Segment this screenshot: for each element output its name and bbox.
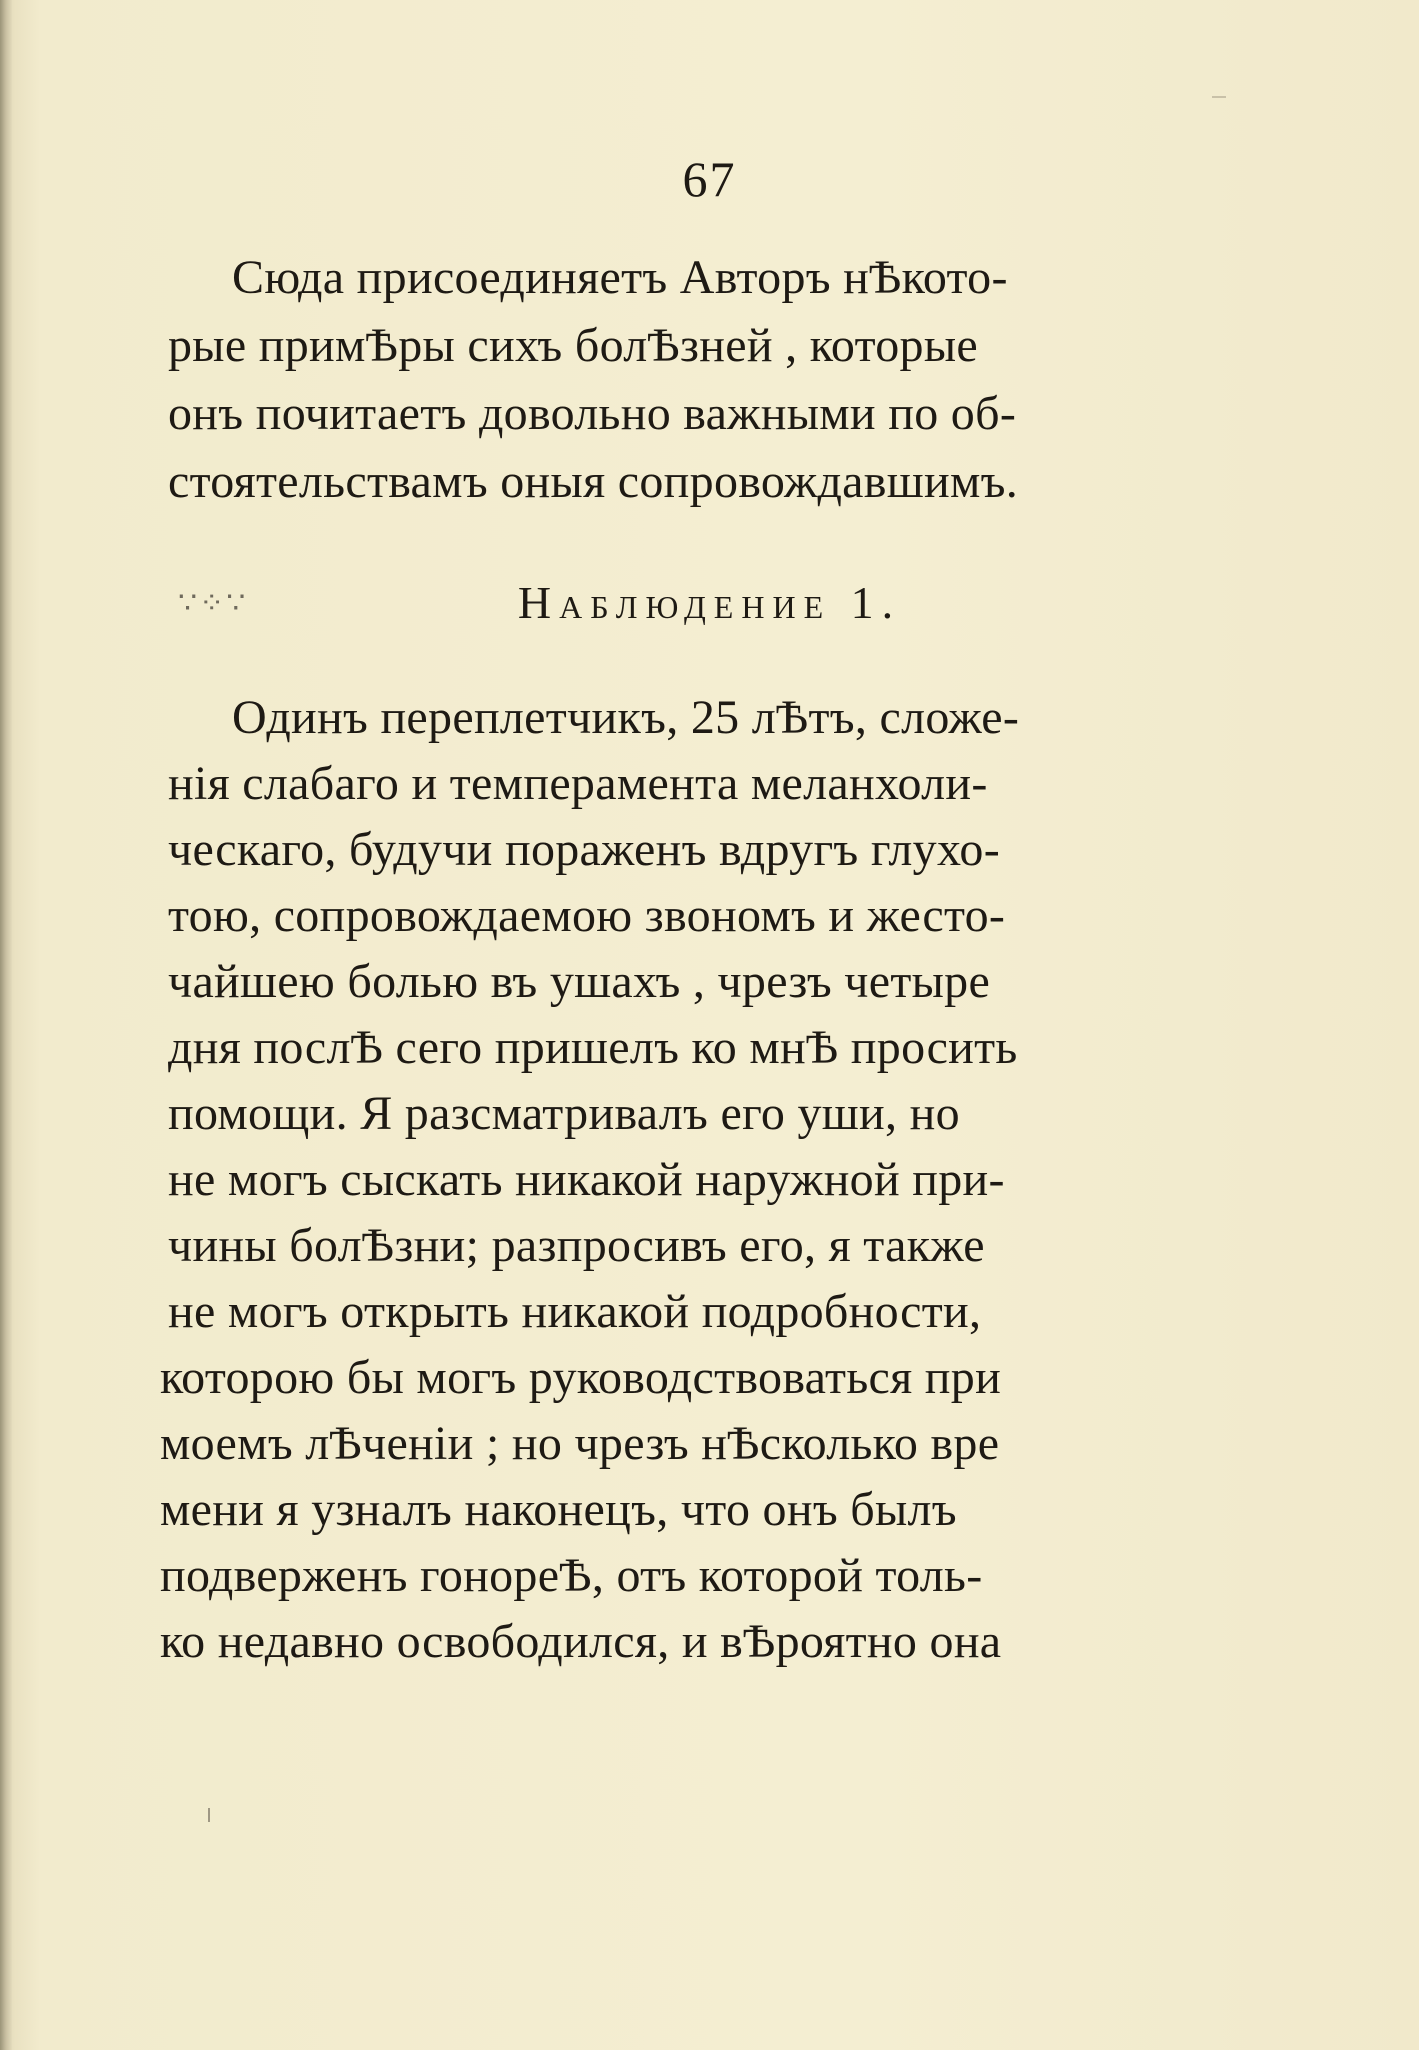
body-line: нія слабаго и темперамента меланхоли- bbox=[168, 757, 988, 810]
intro-line: рые примѢры сихъ болѢзней , которые bbox=[168, 319, 978, 372]
body-line: помощи. Я разсматривалъ его уши, но bbox=[168, 1087, 960, 1140]
paper-speck bbox=[1212, 96, 1226, 98]
body-line: моемъ лѢченіи ; но чрезъ нѢсколько вре bbox=[160, 1417, 1000, 1470]
intro-line: онъ почитаетъ довольно важными по об- bbox=[168, 387, 1017, 440]
paper-speck bbox=[208, 1808, 210, 1822]
body-line: ко недавно освободился, и вѢроятно она bbox=[160, 1615, 1002, 1668]
page-number: 67 bbox=[682, 151, 737, 207]
body-line: чайшею болью въ ушахъ , чрезъ четыре bbox=[168, 955, 991, 1008]
body-line: чины болѢзни; разпросивъ его, я также bbox=[168, 1219, 985, 1272]
ink-smudge: ∵⁘∵ bbox=[178, 587, 248, 620]
intro-line: стоятельствамъ оныя сопровождавшимъ. bbox=[168, 455, 1019, 508]
body-line: не могъ открыть никакой подробности, bbox=[168, 1285, 982, 1338]
body-line: не могъ сыскать никакой наружной при- bbox=[168, 1153, 1005, 1206]
body-line: ческаго, будучи пораженъ вдругъ глухо- bbox=[168, 823, 1001, 876]
body-line: подверженъ гонореѢ, отъ которой толь- bbox=[160, 1549, 983, 1602]
body-line: мени я узналъ наконецъ, что онъ былъ bbox=[160, 1483, 957, 1536]
body-line: которою бы могъ руководствоваться при bbox=[160, 1351, 1002, 1404]
intro-line: Сюда присоединяетъ Авторъ нѢкото- bbox=[232, 251, 1008, 304]
page-binding-edge bbox=[0, 0, 12, 2050]
section-heading: Наблюдение 1. bbox=[517, 577, 902, 628]
body-line: дня послѢ сего пришелъ ко мнѢ просить bbox=[168, 1021, 1018, 1074]
body-line: Одинъ переплетчикъ, 25 лѢтъ, сложе- bbox=[232, 691, 1020, 744]
body-line: тою, сопровождаемою звономъ и жесто- bbox=[168, 889, 1006, 942]
